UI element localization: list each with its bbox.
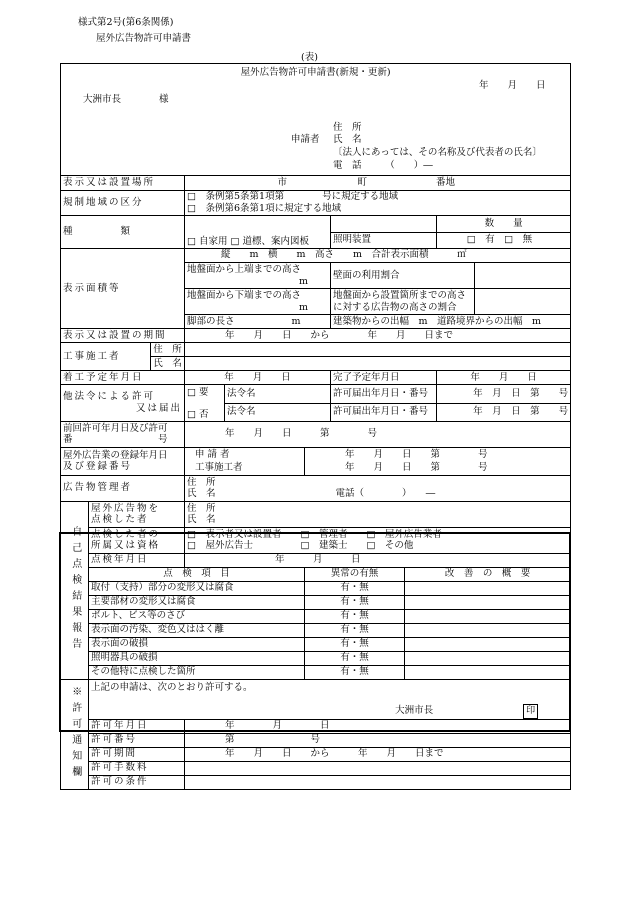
required-checkbox[interactable]: □ 要 — [187, 387, 209, 399]
contractor-address-label: 住 所 — [151, 343, 185, 357]
install-ratio-label: に対する広告物の高さの割合 — [333, 301, 457, 313]
self-check-header-row — [61, 567, 571, 581]
zone-option-2[interactable]: □ 条例第6条第1項に規定する地域 — [187, 202, 342, 214]
other-law-label-line1: 他法令による許可 — [63, 391, 156, 403]
check-item-yes-no[interactable]: 有・無 — [305, 609, 405, 623]
permit-mayor-line — [91, 704, 568, 719]
other-law-required-cell[interactable] — [185, 385, 225, 422]
permit-date-value[interactable]: 年 月 日 — [185, 719, 571, 733]
area-dimensions[interactable]: 縦 m 横 m 高さ m 合計表示面積 ㎡ — [185, 248, 571, 262]
registration-label-line1: 屋外広告業の登録年月日 — [63, 449, 168, 461]
install-ratio-value[interactable] — [475, 289, 571, 315]
ground-install-label: 地盤面から設置箇所までの高さ — [333, 289, 467, 301]
self-check-inspector-row — [61, 501, 571, 527]
check-item-label: 主要部材の変形又は腐食 — [89, 595, 305, 609]
registration-applicant-label: 申 請 者 — [185, 447, 305, 461]
check-item-row — [61, 595, 571, 609]
start-date-label: 着工予定年月日 — [61, 371, 185, 385]
affiliation-label-line1: 点検した者の — [91, 528, 161, 540]
permit-number-row — [61, 733, 571, 747]
period-label: 表示又は設置の期間 — [61, 329, 185, 343]
permit-fee-row — [61, 761, 571, 775]
inspector-label-line1: 屋外広告物を — [91, 502, 161, 514]
self-check-date-row — [61, 553, 571, 567]
permit-date-no-label-2: 許可届出年月日・番号 — [331, 403, 437, 421]
addressee: 大洲市長 様 — [83, 94, 169, 105]
leg-length[interactable]: 脚部の長さ m — [185, 315, 331, 329]
ground-install-cell — [331, 289, 475, 315]
side-indicator: (表) — [301, 52, 318, 63]
permit-conditions-row — [61, 775, 571, 789]
application-title: 屋外広告物許可申請書(新規・更新) — [240, 67, 391, 78]
check-item-improvement[interactable] — [405, 609, 571, 623]
permit-number-label: 許可番号 — [89, 733, 185, 747]
check-item-label: ボルト、ビス等のさび — [89, 609, 305, 623]
check-item-improvement[interactable] — [405, 581, 571, 595]
application-date: 年 月 日 — [479, 80, 546, 91]
zone-options[interactable] — [185, 191, 571, 216]
location-city: 市 — [277, 177, 287, 189]
permit-mayor: 大洲市長 — [395, 704, 434, 716]
ground-bottom-unit: m — [298, 301, 308, 313]
previous-permit-label-line2: 番 号 — [63, 434, 168, 446]
name-label: 氏 名 — [333, 134, 362, 145]
check-item-label: 表示面の破損 — [89, 637, 305, 651]
permit-statement: 上記の申請は、次のとおり許可する。 — [91, 681, 253, 693]
header-cell — [61, 64, 571, 176]
improvement-header: 改 善 の 概 要 — [405, 567, 571, 581]
ground-bottom-cell[interactable] — [185, 289, 331, 315]
corporation-note: 〔法人にあっては、その名称及び代表者の氏名〕 — [333, 147, 542, 158]
permit-statement-cell — [89, 679, 571, 719]
permit-number-value[interactable]: 第 号 — [185, 733, 571, 747]
seal-mark: 印 — [523, 704, 538, 719]
permit-date-row — [61, 719, 571, 733]
inspector-label-line2: 点検した者 — [91, 514, 149, 526]
schedule-row — [61, 371, 571, 385]
check-item-yes-no[interactable]: 有・無 — [305, 581, 405, 595]
manager-label: 広告物管理者 — [61, 475, 185, 501]
form-number: 様式第2号(第6条関係) — [78, 17, 174, 28]
other-law-label-line2: 又は届出 — [135, 403, 182, 414]
check-item-row — [61, 623, 571, 637]
contractor-name-label: 氏 名 — [151, 357, 185, 371]
type-label: 種 類 — [61, 215, 185, 248]
check-item-label: その他特に点検した箇所 — [89, 665, 305, 679]
location-town: 町 — [357, 177, 367, 189]
header-row — [61, 64, 571, 176]
inspection-date-value[interactable]: 年 月 日 — [185, 553, 571, 567]
law-name-label-1: 法令名 — [225, 385, 305, 403]
type-options[interactable]: □ 自家用 □ 道標、案内図板 — [185, 215, 331, 248]
form-title: 屋外広告物許可申請書 — [96, 33, 192, 44]
manager-row — [61, 475, 571, 501]
affiliation-options-line2[interactable]: □ 屋外広告士 □ 建築士 □ その他 — [187, 540, 414, 552]
permit-side-label: ※許可通知欄 — [61, 679, 89, 789]
zone-option-1[interactable]: □ 条例第5条第1項第 号に規定する地域 — [187, 191, 399, 202]
permit-date-label: 許可年月日 — [89, 719, 185, 733]
area-row-dims — [61, 248, 571, 262]
check-item-yes-no[interactable]: 有・無 — [305, 665, 405, 679]
type-blank[interactable] — [331, 215, 437, 232]
ground-bottom-label: 地盤面から下端までの高さ — [187, 289, 302, 301]
zone-label: 規制地域の区分 — [61, 191, 185, 216]
location-row — [61, 176, 571, 191]
lighting-options[interactable]: □ 有 □ 無 — [437, 232, 571, 248]
permit-period-value[interactable]: 年 月 日 から 年 月 日まで — [185, 747, 571, 761]
previous-permit-label — [61, 421, 185, 447]
overhang[interactable]: 建築物からの出幅 m 道路境界からの出幅 m — [331, 315, 571, 329]
permit-statement-row — [61, 679, 571, 719]
location-value[interactable] — [185, 176, 571, 191]
not-required-checkbox[interactable]: □ 否 — [187, 409, 209, 420]
area-label: 表示面積等 — [61, 248, 185, 328]
affiliation-options[interactable] — [185, 527, 571, 553]
ground-top-label: 地盤面から上端までの高さ — [185, 262, 331, 276]
inspector-value[interactable] — [185, 501, 571, 527]
other-law-label — [61, 385, 185, 422]
check-item-row — [61, 581, 571, 595]
permit-conditions-value[interactable] — [185, 775, 571, 789]
contractor-name-value[interactable] — [185, 357, 571, 371]
check-item-improvement[interactable] — [405, 665, 571, 679]
manager-address-label: 住 所 — [187, 476, 216, 488]
permit-conditions-label: 許可の条件 — [89, 775, 185, 789]
permit-fee-value[interactable] — [185, 761, 571, 775]
period-row — [61, 329, 571, 343]
previous-permit-row — [61, 421, 571, 447]
manager-value[interactable] — [185, 475, 571, 501]
check-item-row — [61, 609, 571, 623]
check-item-label: 表示面の汚染、変色又ははく離 — [89, 623, 305, 637]
lighting-label: 照明装置 — [331, 232, 437, 248]
start-date-value[interactable]: 年 月 日 — [185, 371, 331, 385]
quantity-label: 数 量 — [437, 215, 571, 232]
check-item-yes-no[interactable]: 有・無 — [305, 637, 405, 651]
previous-permit-label-line1: 前回許可年月日及び許可 — [63, 422, 168, 434]
permit-period-label: 許可期間 — [89, 747, 185, 761]
manager-name-line — [187, 488, 568, 500]
contractor-label: 工事施工者 — [61, 343, 151, 371]
contractor-address-value[interactable] — [185, 343, 571, 357]
previous-permit-value[interactable]: 年 月 日 第 号 — [185, 421, 571, 447]
finish-date-label: 完了予定年月日 — [331, 371, 437, 385]
registration-contractor-label: 工事施工者 — [185, 461, 305, 475]
inspector-label — [89, 501, 185, 527]
affiliation-options-line1[interactable]: □ 表示者又は設置者 □ 管理者 □ 屋外広告業者 — [187, 528, 442, 540]
permit-application-form — [60, 63, 571, 790]
other-law-row-1 — [61, 385, 571, 403]
wall-ratio-value[interactable] — [475, 262, 571, 288]
check-item-label: 取付（支持）部分の変形又は腐食 — [89, 581, 305, 595]
check-item-improvement[interactable] — [405, 637, 571, 651]
law-name-value-2[interactable] — [305, 403, 331, 421]
registration-contractor-value[interactable]: 年 月 日 第 号 — [305, 461, 571, 475]
check-item-improvement[interactable] — [405, 651, 571, 665]
self-check-affiliation-row — [61, 527, 571, 553]
check-item-row — [61, 637, 571, 651]
check-item-row — [61, 651, 571, 665]
permit-date-no-label-1: 許可届出年月日・番号 — [331, 385, 437, 403]
applicant-label: 申請者 — [291, 134, 320, 145]
abnormal-header: 異常の有無 — [305, 567, 405, 581]
registration-row-1 — [61, 447, 571, 461]
wall-ratio-label: 壁面の利用割合 — [331, 262, 475, 288]
check-item-yes-no[interactable]: 有・無 — [305, 623, 405, 637]
permit-fee-label: 許可手数料 — [89, 761, 185, 775]
ground-top-unit[interactable]: m — [185, 276, 331, 288]
finish-date-value[interactable]: 年 月 日 — [437, 371, 571, 385]
law-name-label-2: 法令名 — [225, 403, 305, 421]
inspector-name-label: 氏 名 — [187, 514, 216, 526]
location-banchi: 番地 — [435, 177, 455, 189]
check-item-row — [61, 665, 571, 679]
phone-label: 電 話 （ ）― — [333, 160, 433, 171]
manager-name-label: 氏 名 — [187, 488, 216, 500]
self-check-side-label: 自己点検結果報告 — [61, 501, 89, 679]
type-row-1 — [61, 215, 571, 232]
location-label: 表示又は設置場所 — [61, 176, 185, 191]
check-item-label: 照明器具の破損 — [89, 651, 305, 665]
period-value[interactable]: 年 月 日 から 年 月 日まで — [185, 329, 571, 343]
inspection-date-label: 点検年月日 — [89, 553, 185, 567]
registration-label-line2: 及び登録番号 — [63, 461, 133, 473]
check-item-yes-no[interactable]: 有・無 — [305, 595, 405, 609]
zone-row — [61, 191, 571, 216]
registration-applicant-value[interactable]: 年 月 日 第 号 — [305, 447, 571, 461]
law-name-value-1[interactable] — [305, 385, 331, 403]
check-item-header: 点 検 項 目 — [89, 567, 305, 581]
inspector-address-label: 住 所 — [187, 502, 216, 514]
check-item-improvement[interactable] — [405, 595, 571, 609]
manager-phone: 電話（ ） ― — [335, 488, 436, 500]
permit-date-no-value-2[interactable]: 年 月 日 第 号 — [437, 403, 571, 421]
contractor-row-1 — [61, 343, 571, 357]
check-item-improvement[interactable] — [405, 623, 571, 637]
affiliation-label-line2: 所属又は資格 — [91, 540, 161, 552]
registration-label — [61, 447, 185, 475]
permit-period-row — [61, 747, 571, 761]
affiliation-label — [89, 527, 185, 553]
permit-date-no-value-1[interactable]: 年 月 日 第 号 — [437, 385, 571, 403]
address-label: 住 所 — [333, 122, 362, 133]
check-item-yes-no[interactable]: 有・無 — [305, 651, 405, 665]
